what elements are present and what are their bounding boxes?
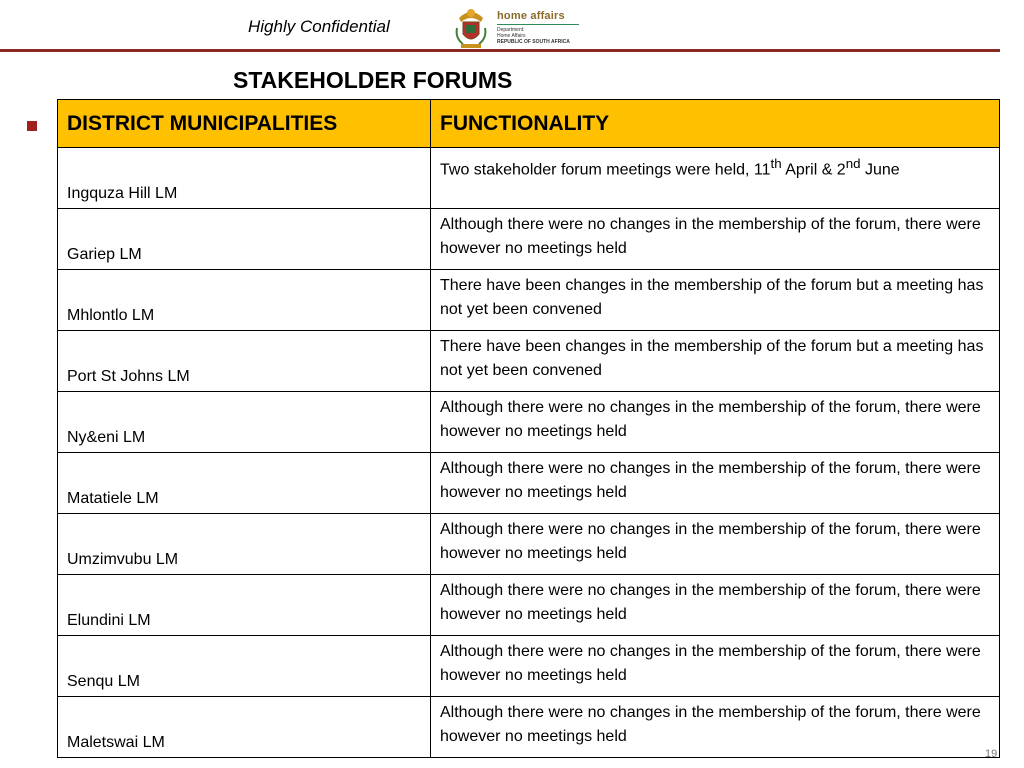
logo-line-3: REPUBLIC OF SOUTH AFRICA bbox=[497, 39, 570, 45]
functionality-cell: There have been changes in the membership of the forum but a meeting has not yet been convened bbox=[431, 270, 1000, 331]
logo-line-1: Department: bbox=[497, 27, 525, 33]
table-row bbox=[58, 575, 1000, 636]
table-row bbox=[58, 636, 1000, 697]
logo-rule bbox=[497, 24, 579, 25]
logo-line-2: Home Affairs bbox=[497, 33, 526, 39]
confidential-label: Highly Confidential bbox=[248, 17, 390, 36]
functionality-text: Two stakeholder forum meetings were held, 11 bbox=[440, 161, 771, 179]
column-header-functionality: FUNCTIONALITY bbox=[431, 100, 1000, 148]
municipality-cell: Umzimvubu LM bbox=[58, 514, 431, 575]
municipality-cell: Mhlontlo LM bbox=[58, 270, 431, 331]
municipality-cell: Maletswai LM bbox=[58, 697, 431, 758]
table-header-row bbox=[58, 100, 1000, 148]
functionality-cell: Although there were no changes in the membership of the forum, there were however no meetings held bbox=[431, 514, 1000, 575]
superscript: nd bbox=[845, 156, 861, 171]
functionality-cell bbox=[431, 148, 1000, 209]
table-row bbox=[58, 392, 1000, 453]
page-number: 19 bbox=[985, 748, 998, 760]
column-header-municipalities: DISTRICT MUNICIPALITIES bbox=[58, 100, 431, 148]
municipality-cell: Port St Johns LM bbox=[58, 331, 431, 392]
municipality-cell: Matatiele LM bbox=[58, 453, 431, 514]
table-row bbox=[58, 270, 1000, 331]
table-row bbox=[58, 331, 1000, 392]
municipality-cell: Elundini LM bbox=[58, 575, 431, 636]
superscript: th bbox=[770, 156, 782, 171]
functionality-cell: Although there were no changes in the membership of the forum, there were however no meetings held bbox=[431, 453, 1000, 514]
municipality-cell: Gariep LM bbox=[58, 209, 431, 270]
slide-title: STAKEHOLDER FORUMS bbox=[233, 67, 513, 93]
home-affairs-logo bbox=[453, 4, 583, 50]
table-row bbox=[58, 209, 1000, 270]
municipality-cell: Ingquza Hill LM bbox=[58, 148, 431, 209]
functionality-cell: Although there were no changes in the membership of the forum, there were however no meetings held bbox=[431, 636, 1000, 697]
header-divider bbox=[0, 49, 1000, 52]
municipality-cell: Ny&eni LM bbox=[58, 392, 431, 453]
coat-of-arms-icon bbox=[453, 4, 489, 50]
logo-brand: home affairs bbox=[497, 10, 565, 22]
functionality-cell: Although there were no changes in the membership of the forum, there were however no meetings held bbox=[431, 697, 1000, 758]
municipality-cell: Senqu LM bbox=[58, 636, 431, 697]
square-bullet-icon bbox=[27, 121, 37, 131]
table-row bbox=[58, 514, 1000, 575]
table-row bbox=[58, 453, 1000, 514]
stakeholder-forums-table bbox=[57, 99, 1000, 758]
functionality-text: June bbox=[860, 161, 900, 179]
table-row bbox=[58, 148, 1000, 209]
functionality-cell: There have been changes in the membership of the forum but a meeting has not yet been convened bbox=[431, 331, 1000, 392]
functionality-cell: Although there were no changes in the membership of the forum, there were however no meetings held bbox=[431, 392, 1000, 453]
functionality-text: April & 2 bbox=[781, 161, 846, 179]
functionality-cell: Although there were no changes in the membership of the forum, there were however no meetings held bbox=[431, 575, 1000, 636]
functionality-cell: Although there were no changes in the membership of the forum, there were however no meetings held bbox=[431, 209, 1000, 270]
table-row bbox=[58, 697, 1000, 758]
